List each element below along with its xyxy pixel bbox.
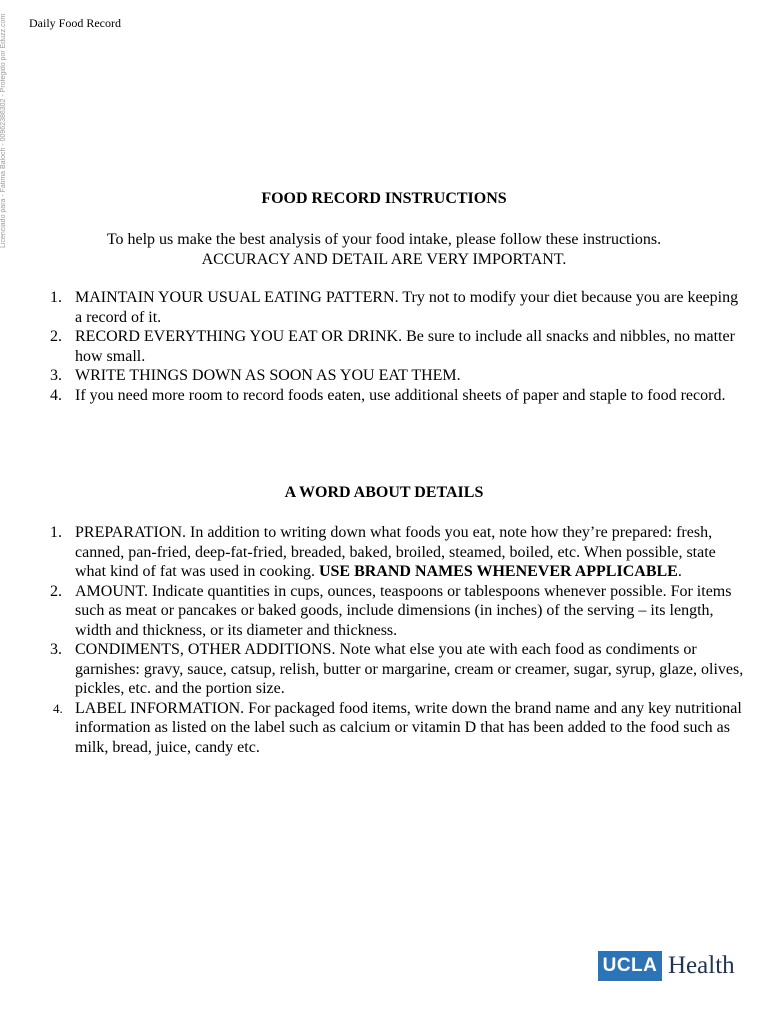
item-number: 3.: [50, 367, 62, 384]
details-list: [50, 523, 745, 757]
item-text: PREPARATION. In addition to writing down what foods you eat, note how they’re prepared: fresh, canned, pan-fried, deep-fat-fried, breaded, baked, broiled, steamed, boiled, etc. When possible, state what kind of fat was used in cooking.: [75, 524, 716, 580]
item-text: LABEL INFORMATION. For packaged food items, write down the brand name and any key nutritional information as listed on the label such as calcium or vitamin D that has been added to the food such as milk, bread, juice, candy etc.: [75, 699, 742, 756]
details-title: A WORD ABOUT DETAILS: [284, 484, 484, 501]
instructions-title: FOOD RECORD INSTRUCTIONS: [261, 190, 507, 207]
item-text-tail: .: [677, 563, 682, 580]
detail-item: [50, 582, 745, 641]
brand-names-emphasis: USE BRAND NAMES WHENEVER APPLICABLE: [318, 563, 678, 580]
item-number: 2.: [50, 582, 62, 600]
item-text: CONDIMENTS, OTHER ADDITIONS. Note what else you ate with each food as condiments or garnishes: gravy, sauce, catsup, relish, butter or margarine, cream or creamer, sugar, syrup, glaze, olives, pickles, etc. and the portion size.: [75, 641, 744, 697]
intro-line-2: ACCURACY AND DETAIL ARE VERY IMPORTANT.: [201, 250, 567, 268]
intro-line-1: To help us make the best analysis of your food intake, please follow these instructions.: [106, 231, 662, 248]
ucla-health-logo: [598, 951, 735, 981]
instructions-list: [50, 288, 745, 405]
item-number: 3.: [50, 641, 62, 658]
detail-item: [50, 640, 745, 699]
item-number: 4.: [53, 700, 63, 716]
item-text: RECORD EVERYTHING YOU EAT OR DRINK. Be sure to include all snacks and nibbles, no matter how small.: [75, 328, 735, 365]
item-number: 1.: [50, 524, 62, 541]
detail-item: [50, 523, 745, 582]
health-logo-text: Health: [668, 952, 735, 979]
item-text: If you need more room to record foods eaten, use additional sheets of paper and staple to food record.: [75, 386, 726, 404]
instruction-item: [50, 288, 745, 327]
instruction-item: [50, 327, 745, 366]
item-text: WRITE THINGS DOWN AS SOON AS YOU EAT THEM.: [75, 367, 461, 384]
item-text: AMOUNT. Indicate quantities in cups, ounces, teaspoons or tablespoons whenever possible. For items such as meat or pancakes or baked goods, include dimensions (in inches) of the serving – its length, width and thickness, or its diameter and thickness.: [75, 582, 732, 639]
instruction-item: [50, 386, 745, 406]
instruction-item: [50, 366, 745, 386]
item-text: MAINTAIN YOUR USUAL EATING PATTERN. Try not to modify your diet because you are keeping a record of it.: [75, 289, 739, 326]
document-header: Daily Food Record: [29, 16, 121, 30]
detail-item: [53, 699, 745, 758]
item-number: 4.: [50, 386, 62, 404]
item-number: 1.: [50, 289, 62, 306]
instructions-intro: [40, 230, 728, 269]
item-number: 2.: [50, 328, 62, 345]
side-watermark: Licenciado para - Fatima Baloch - 00962386302 - Protegido por Eduzz.com: [0, 13, 7, 248]
ucla-logo-box: UCLA: [598, 951, 662, 981]
